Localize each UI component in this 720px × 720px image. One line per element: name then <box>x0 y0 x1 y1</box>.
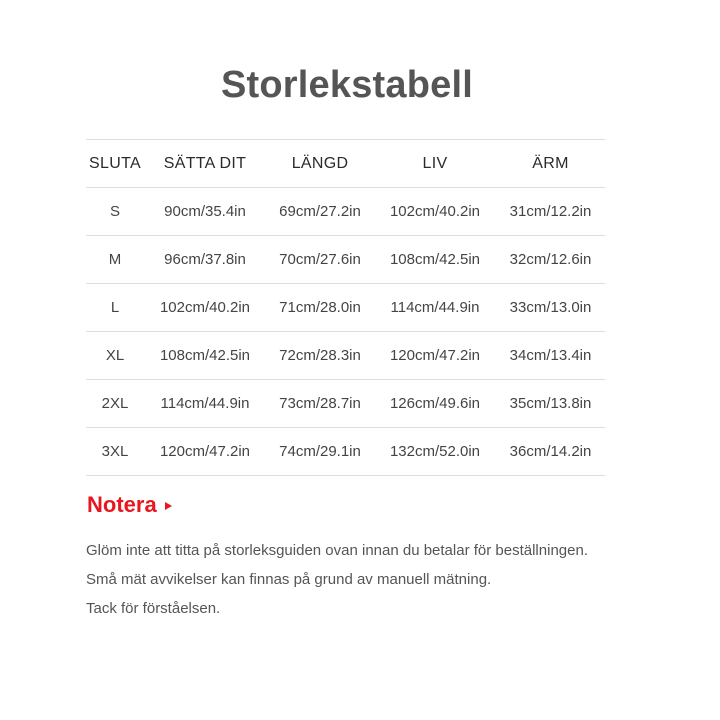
note-line: Tack för förståelsen. <box>86 600 221 617</box>
table-cell: 132cm/52.0in <box>374 428 496 476</box>
table-cell: 70cm/27.6in <box>266 236 374 284</box>
table-row <box>86 284 605 332</box>
table-cell: 126cm/49.6in <box>374 380 496 428</box>
table-cell: 120cm/47.2in <box>374 332 496 380</box>
table-cell: 72cm/28.3in <box>266 332 374 380</box>
table-row <box>86 332 605 380</box>
table-header-row <box>86 140 605 188</box>
table-cell: 33cm/13.0in <box>496 284 605 332</box>
table-cell: 73cm/28.7in <box>266 380 374 428</box>
page-title: Storlekstabell <box>220 64 473 106</box>
table-cell: 90cm/35.4in <box>144 188 266 236</box>
column-header-length: LÄNGD <box>266 140 374 188</box>
table-cell: 36cm/14.2in <box>496 428 605 476</box>
column-header-size: SLUTA <box>86 140 144 188</box>
note-title-text: Notera <box>87 492 157 517</box>
table-row <box>86 428 605 476</box>
column-header-waist: LIV <box>374 140 496 188</box>
table-cell: XL <box>86 332 144 380</box>
column-header-hip: SÄTTA DIT <box>144 140 266 188</box>
table-row <box>86 188 605 236</box>
table-cell: M <box>86 236 144 284</box>
size-table <box>86 139 605 476</box>
table-cell: 108cm/42.5in <box>144 332 266 380</box>
note-list <box>86 541 588 628</box>
table-cell: 102cm/40.2in <box>144 284 266 332</box>
note-line: Små mät avvikelser kan finnas på grund av manuell mätning. <box>86 571 492 588</box>
table-row <box>86 380 605 428</box>
table-cell: L <box>86 284 144 332</box>
note-heading <box>87 492 172 518</box>
column-header-sleeve: ÄRM <box>496 140 605 188</box>
table-cell: 108cm/42.5in <box>374 236 496 284</box>
table-cell: 69cm/27.2in <box>266 188 374 236</box>
table-cell: 35cm/13.8in <box>496 380 605 428</box>
table-cell: 102cm/40.2in <box>374 188 496 236</box>
table-cell: 34cm/13.4in <box>496 332 605 380</box>
table-cell: S <box>86 188 144 236</box>
table-cell: 114cm/44.9in <box>374 284 496 332</box>
table-cell: 71cm/28.0in <box>266 284 374 332</box>
table-cell: 31cm/12.2in <box>496 188 605 236</box>
table-cell: 3XL <box>86 428 144 476</box>
triangle-right-icon <box>165 502 172 510</box>
table-row <box>86 236 605 284</box>
table-cell: 32cm/12.6in <box>496 236 605 284</box>
table-cell: 96cm/37.8in <box>144 236 266 284</box>
table-cell: 120cm/47.2in <box>144 428 266 476</box>
table-cell: 2XL <box>86 380 144 428</box>
table-cell: 114cm/44.9in <box>144 380 266 428</box>
table-cell: 74cm/29.1in <box>266 428 374 476</box>
note-line: Glöm inte att titta på storleksguiden ovan innan du betalar för beställningen. <box>86 542 588 559</box>
